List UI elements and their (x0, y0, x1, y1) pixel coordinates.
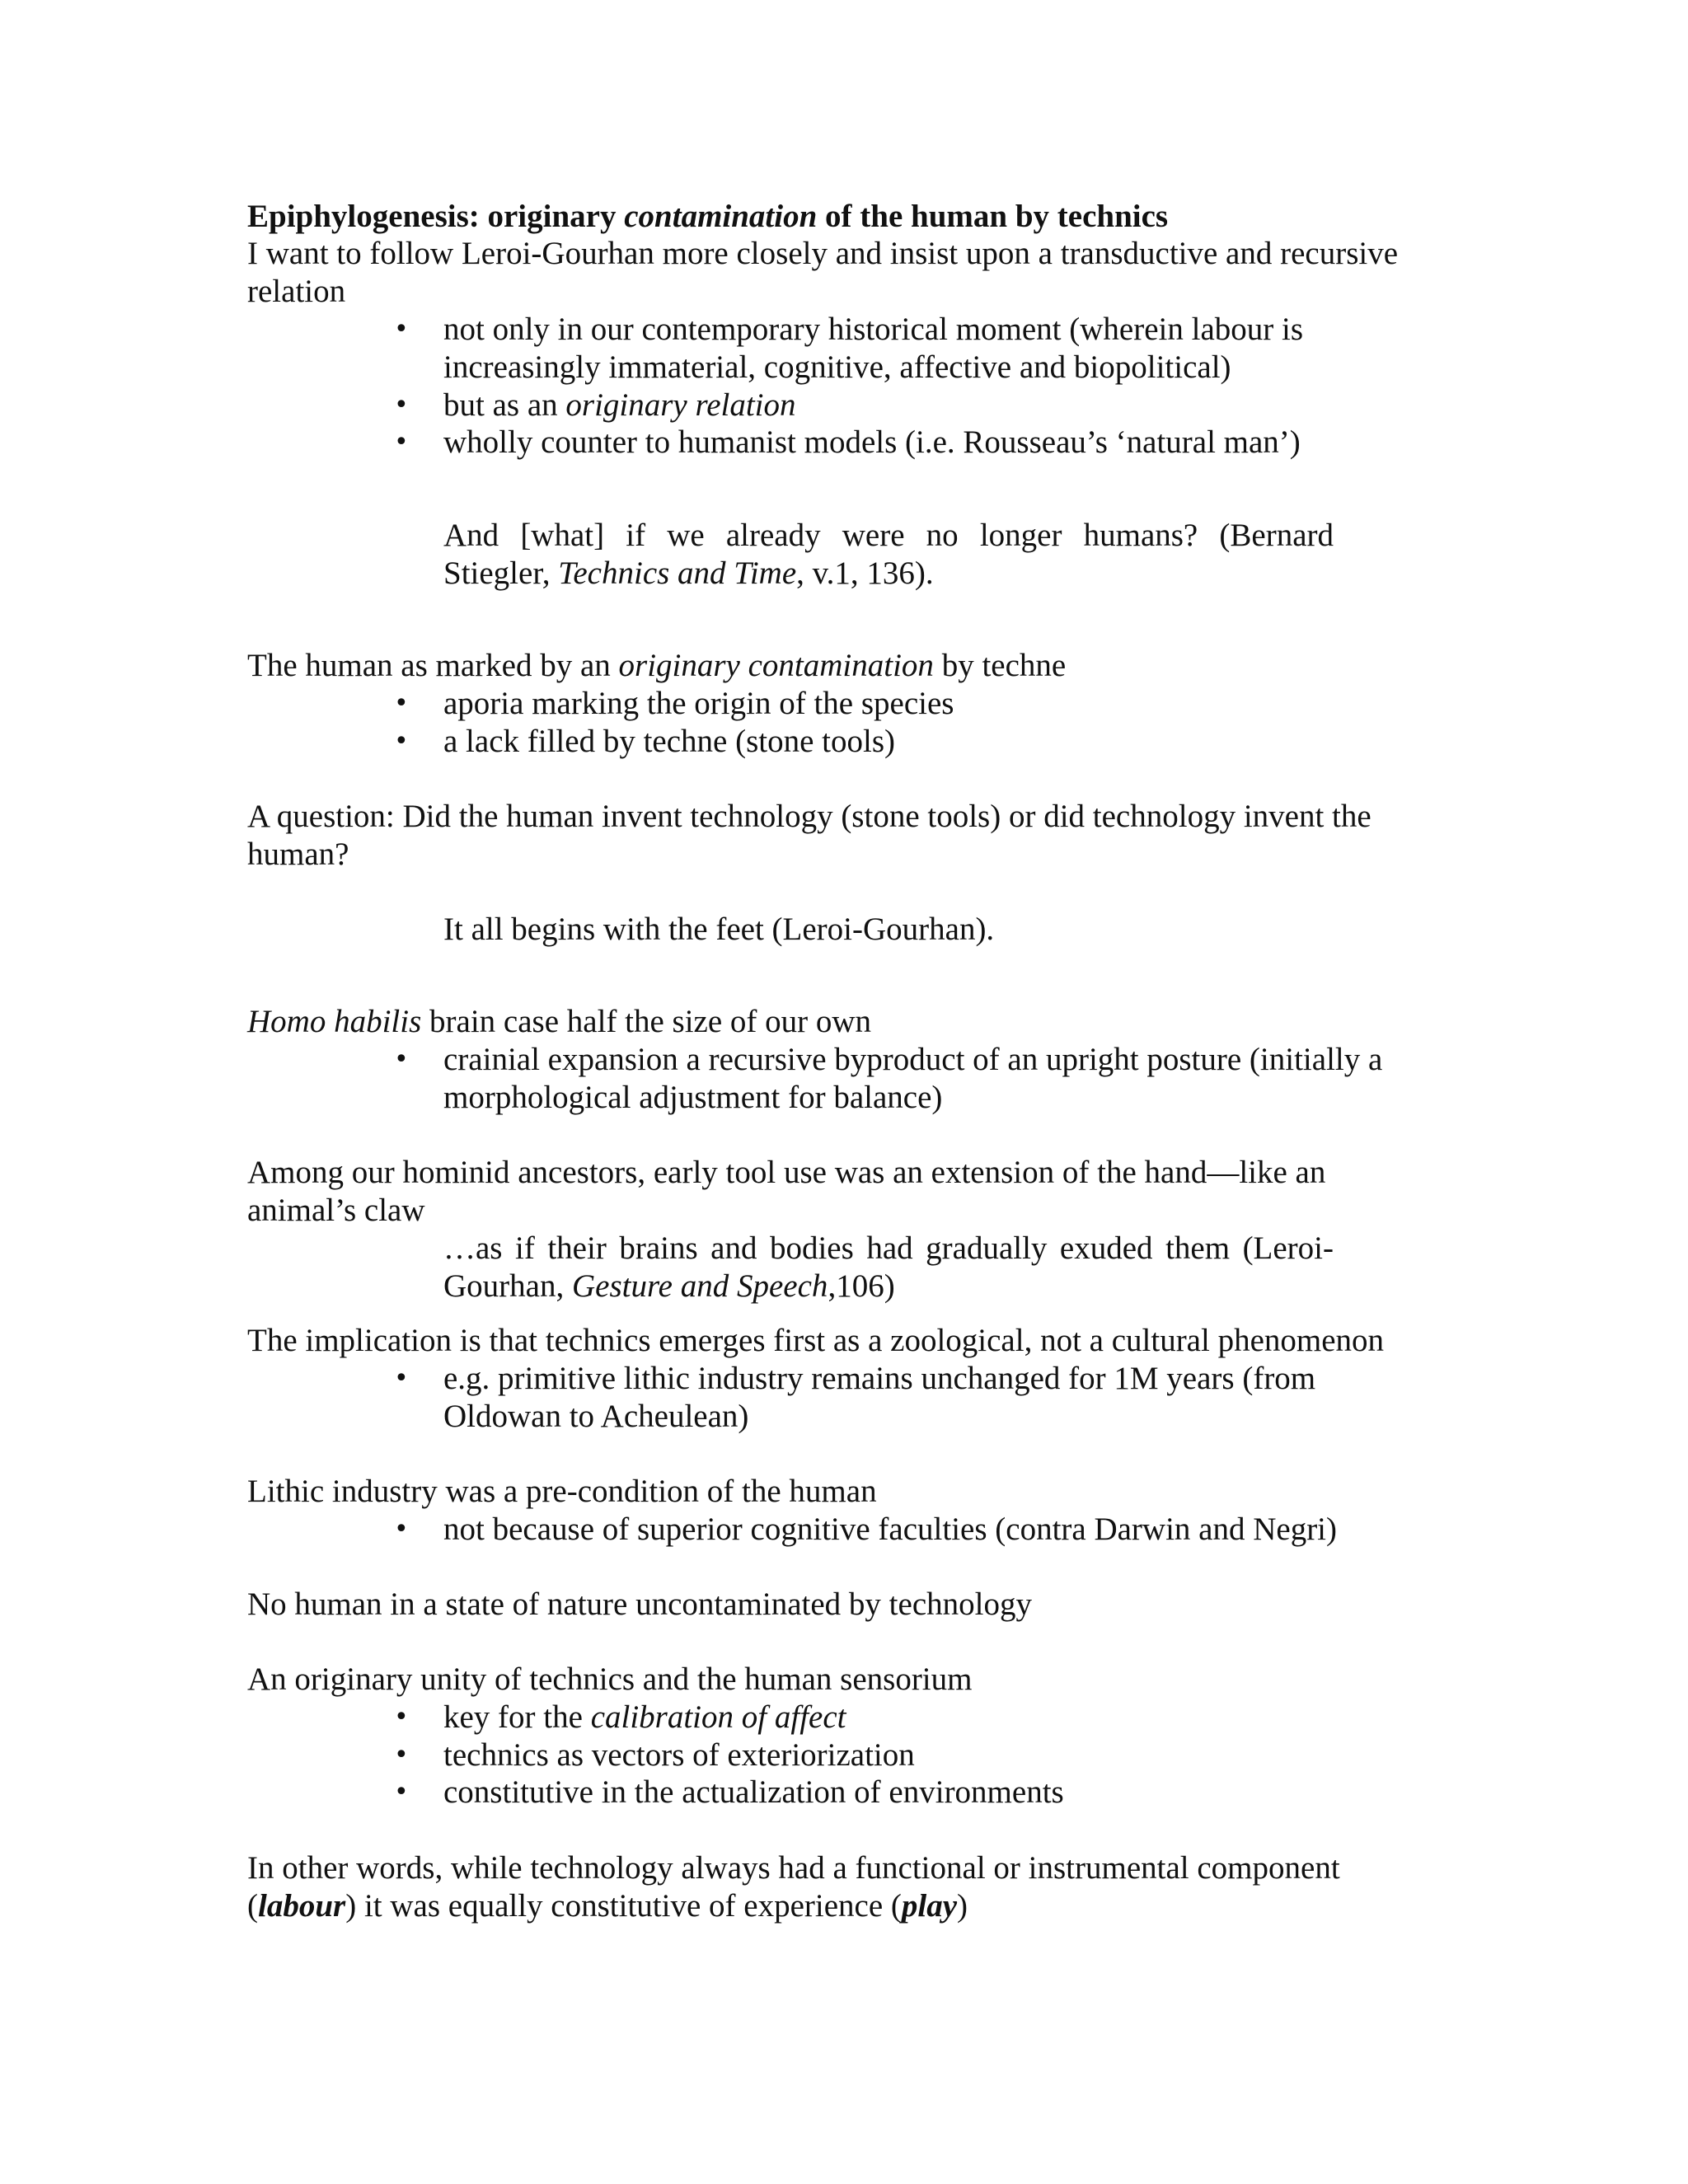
paragraph-line: I want to follow Leroi-Gourhan more closely and insist upon a transductive and recursive (247, 236, 1399, 271)
quote-text: ,106) (828, 1268, 895, 1304)
bullet-icon: • (394, 1778, 409, 1807)
bullet-icon: • (394, 1741, 409, 1769)
bullet-item: e.g. primitive lithic industry remains unchanged for 1M years (from (443, 1361, 1316, 1396)
paragraph-text-italic: Homo habilis (247, 1004, 422, 1039)
bullet-icon: • (394, 1515, 409, 1544)
heading-text-c: of the human by technics (817, 199, 1169, 234)
quote-text: Gourhan, (443, 1268, 572, 1304)
paragraph-text-italic: originary contamination (618, 648, 934, 683)
bullet-item: technics as vectors of exteriorization (443, 1737, 915, 1773)
bullet-icon: • (394, 428, 409, 457)
block-quote-line: It all begins with the feet (Leroi-Gourhan). (443, 912, 995, 947)
heading-text-a: Epiphylogenesis: originary (247, 199, 625, 234)
bullet-item-continuation: morphological adjustment for balance) (443, 1080, 943, 1115)
paragraph-text-bold-italic: play (901, 1888, 958, 1924)
bullet-text-italic: calibration of affect (590, 1699, 846, 1735)
paragraph-line: In other words, while technology always had a functional or instrumental component (247, 1850, 1340, 1886)
paragraph-text: by techne (933, 648, 1067, 683)
block-quote-line: …as if their brains and bodies had gradually exuded them (Leroi- (443, 1230, 1334, 1266)
bullet-icon: • (394, 391, 409, 419)
bullet-icon: • (394, 727, 409, 756)
paragraph-text: The human as marked by an (247, 648, 619, 683)
bullet-item (443, 1699, 846, 1736)
bullet-item: aporia marking the origin of the species (443, 686, 954, 721)
paragraph-line: Among our hominid ancestors, early tool use was an extension of the hand—like an (247, 1155, 1326, 1190)
paragraph-text: ( (247, 1888, 258, 1924)
block-quote-line (443, 555, 934, 593)
section-heading (247, 198, 1168, 236)
block-quote-line (443, 1268, 895, 1305)
quote-text: Stiegler, (443, 555, 559, 591)
bullet-text-italic: originary relation (565, 387, 796, 423)
bullet-text: key for the (443, 1699, 591, 1735)
bullet-item-continuation: increasingly immaterial, cognitive, affective and biopolitical) (443, 349, 1231, 385)
paragraph-line: An originary unity of technics and the human sensorium (247, 1661, 973, 1697)
paragraph-line: A question: Did the human invent technology (stone tools) or did technology invent the (247, 799, 1372, 834)
quote-text: , v.1, 136). (796, 555, 934, 591)
bullet-icon: • (394, 1364, 409, 1393)
paragraph-line: animal’s claw (247, 1193, 425, 1228)
paragraph-text: brain case half the size of our own (421, 1004, 872, 1039)
bullet-item: a lack filled by techne (stone tools) (443, 724, 895, 759)
paragraph-text-bold-italic: labour (258, 1888, 346, 1924)
bullet-text: but as an (443, 387, 566, 423)
block-quote-line: And [what] if we already were no longer humans? (Bernard (443, 518, 1334, 553)
heading-text-italic: contamination (624, 199, 818, 234)
paragraph-line: Lithic industry was a pre-condition of the human (247, 1474, 877, 1509)
bullet-icon: • (394, 689, 409, 718)
bullet-icon: • (394, 1703, 409, 1732)
paragraph-line: The implication is that technics emerges first as a zoological, not a cultural phenomenon (247, 1323, 1385, 1358)
quote-text-italic: Gesture and Speech (571, 1268, 828, 1304)
paragraph-line (247, 647, 1066, 685)
bullet-item: crainial expansion a recursive byproduct of an upright posture (initially a (443, 1042, 1383, 1077)
bullet-item (443, 387, 796, 424)
paragraph-line: human? (247, 837, 349, 872)
bullet-item: not only in our contemporary historical moment (wherein labour is (443, 312, 1304, 347)
quote-text-italic: Technics and Time (558, 555, 797, 591)
paragraph-line (247, 1887, 968, 1925)
paragraph-line: No human in a state of nature uncontaminated by technology (247, 1586, 1032, 1622)
bullet-item: constitutive in the actualization of environments (443, 1774, 1064, 1810)
paragraph-text: ) (957, 1888, 968, 1924)
bullet-item-continuation: Oldowan to Acheulean) (443, 1399, 749, 1434)
bullet-item: wholly counter to humanist models (i.e. Rousseau’s ‘natural man’) (443, 424, 1301, 460)
bullet-icon: • (394, 1045, 409, 1074)
bullet-item: not because of superior cognitive faculties (contra Darwin and Negri) (443, 1511, 1338, 1547)
paragraph-line (247, 1003, 871, 1041)
paragraph-text: ) it was equally constitutive of experience ( (345, 1888, 902, 1924)
bullet-icon: • (394, 315, 409, 344)
paragraph-line: relation (247, 274, 346, 309)
